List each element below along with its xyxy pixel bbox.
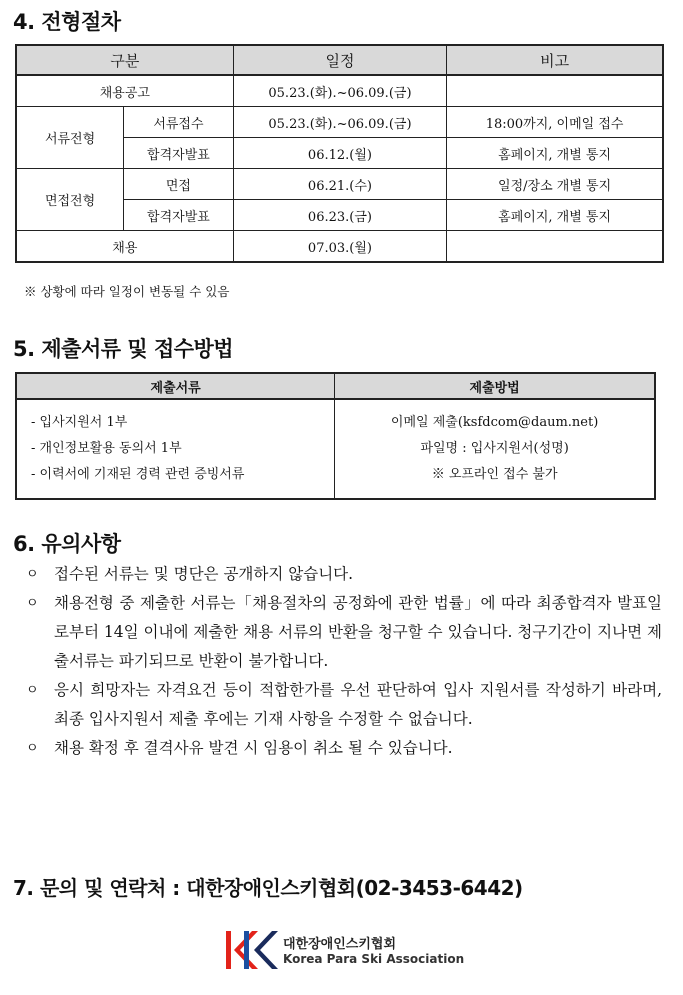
bullet-icon: ㅇ: [26, 741, 39, 756]
list-item: [22, 589, 662, 676]
method-list: [335, 399, 655, 499]
method-filename: 파일명 : 입사지원서(성명): [420, 441, 569, 456]
section5-title: 5. 제출서류 및 접수방법: [13, 337, 234, 361]
row-schedule: 07.03.(월): [233, 231, 446, 263]
row-remark: [447, 75, 663, 107]
header-remark: 비고: [447, 45, 663, 75]
schedule-table-header: [16, 45, 663, 75]
table-row: [16, 399, 655, 499]
table-row: [16, 231, 663, 263]
row-schedule: 05.23.(화).~06.09.(금): [233, 107, 446, 138]
notice-text: 채용 확정 후 결격사유 발견 시 임용이 취소 될 수 있습니다.: [54, 739, 453, 757]
logo-name-en: Korea Para Ski Association: [283, 952, 465, 966]
section7-title: 7. 문의 및 연락처 : 대한장애인스키협회(02-3453-6442): [13, 876, 523, 900]
document-item: - 입사지원서 1부: [31, 415, 128, 430]
list-item: [22, 676, 662, 734]
row-subcategory: 면접: [124, 169, 234, 200]
notice-text: 접수된 서류는 및 명단은 공개하지 않습니다.: [54, 565, 354, 583]
schedule-table: [15, 44, 664, 263]
row-subcategory: 합격자발표: [124, 138, 234, 169]
row-remark: 18:00까지, 이메일 접수: [447, 107, 663, 138]
row-subcategory: 서류접수: [124, 107, 234, 138]
section4-title: 4. 전형절차: [13, 10, 121, 34]
row-schedule: 05.23.(화).~06.09.(금): [233, 75, 446, 107]
document-item: - 개인정보활용 동의서 1부: [31, 441, 182, 456]
notice-list: [22, 560, 662, 763]
row-category: 서류전형: [16, 107, 124, 169]
document-item: - 이력서에 기재된 경력 관련 증빙서류: [31, 467, 245, 482]
notice-text: 응시 희망자는 자격요건 등이 적합한가를 우선 판단하여 입사 지원서를 작성하기 바라며, 최종 입사지원서 제출 후에는 기재 사항을 수정할 수 없습니다.: [54, 681, 662, 728]
header-category: 구분: [16, 45, 233, 75]
header-method: 제출방법: [335, 373, 655, 399]
row-category: 면접전형: [16, 169, 124, 231]
method-email[interactable]: 이메일 제출(ksfdcom@daum.net): [390, 415, 599, 430]
documents-list: [16, 399, 335, 499]
schedule-footnote: ※ 상황에 따라 일정이 변동될 수 있음: [24, 284, 230, 299]
notice-text: 채용전형 중 제출한 서류는「채용절차의 공정화에 관한 법률」에 따라 최종합격자 발표일로부터 14일 이내에 제출한 채용 서류의 반환을 청구할 수 있습니다. 청구기간이 지나면 제출서류는 파기되므로 반환이 불가합니다.: [54, 594, 662, 670]
row-remark: 일정/장소 개별 통지: [447, 169, 663, 200]
table-row: [16, 75, 663, 107]
row-remark: 홈페이지, 개별 통지: [447, 200, 663, 231]
list-item: [22, 734, 662, 763]
header-documents: 제출서류: [16, 373, 335, 399]
kpsa-logo-icon: [222, 928, 278, 972]
row-subcategory: 합격자발표: [124, 200, 234, 231]
list-item: [22, 560, 662, 589]
documents-table-header: [16, 373, 655, 399]
logo-name-ko: 대한장애인스키협회: [283, 937, 397, 952]
row-schedule: 06.12.(월): [233, 138, 446, 169]
method-offline-note: ※ 오프라인 접수 불가: [431, 467, 558, 482]
table-row: [16, 107, 663, 138]
row-category: 채용: [16, 231, 233, 263]
association-logo: [222, 928, 465, 972]
bullet-icon: ㅇ: [26, 596, 39, 611]
bullet-icon: ㅇ: [26, 683, 39, 698]
row-schedule: 06.23.(금): [233, 200, 446, 231]
row-remark: 홈페이지, 개별 통지: [447, 138, 663, 169]
row-schedule: 06.21.(수): [233, 169, 446, 200]
row-remark: [447, 231, 663, 263]
documents-table: [15, 372, 656, 500]
table-row: [16, 169, 663, 200]
bullet-icon: ㅇ: [26, 567, 39, 582]
section6-title: 6. 유의사항: [13, 532, 121, 556]
row-category: 채용공고: [16, 75, 233, 107]
header-schedule: 일정: [233, 45, 446, 75]
